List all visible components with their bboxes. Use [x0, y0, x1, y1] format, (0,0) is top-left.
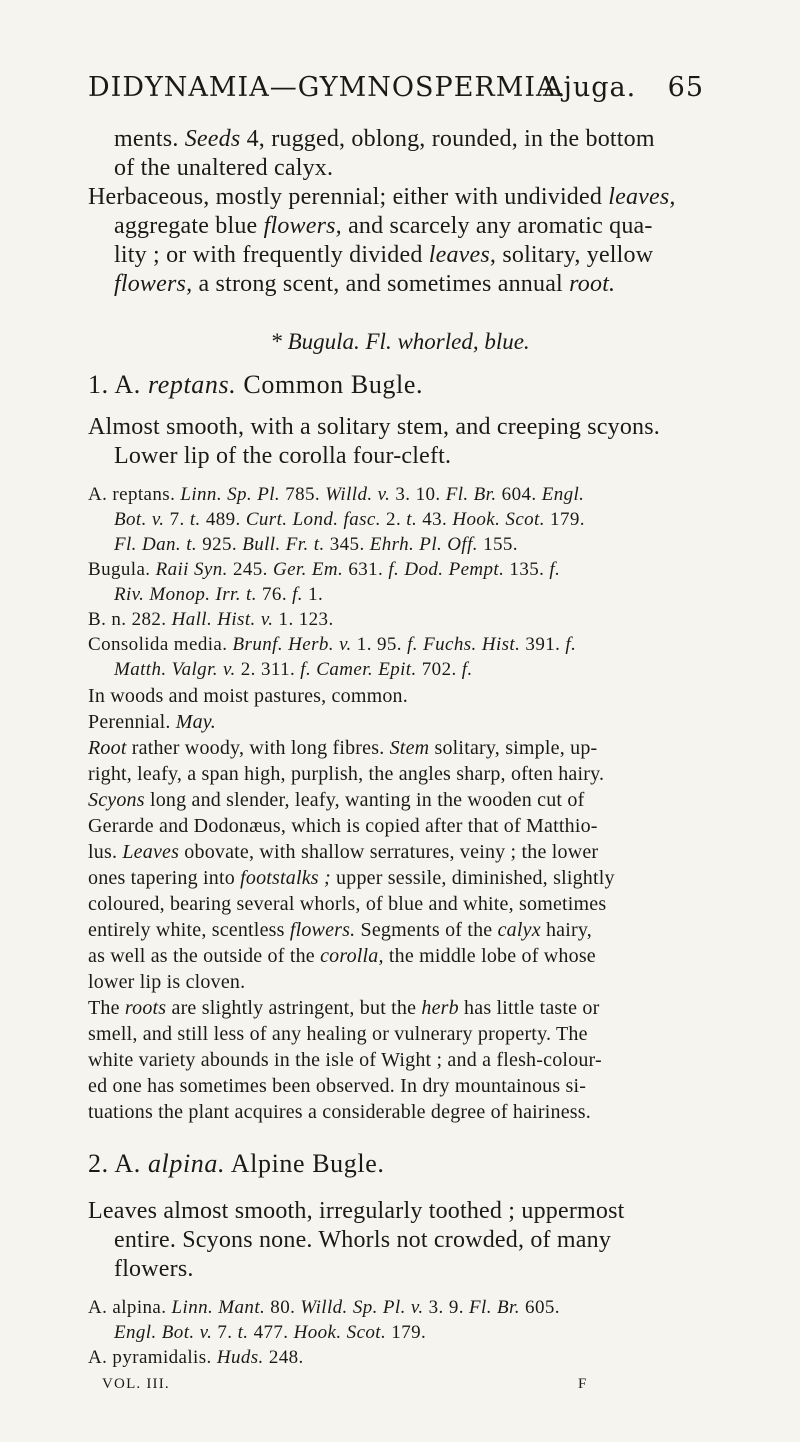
- reference-line: Consolida media. Brunf. Herb. v. 1. 95. f. Fuchs. Hist. 391. f.: [88, 634, 577, 655]
- properties-line: white variety abounds in the isle of Wight ; and a flesh-colour-: [88, 1049, 602, 1071]
- specific-character: Leaves almost smooth, irregularly toothed ; uppermost: [88, 1198, 625, 1224]
- specific-character: flowers.: [114, 1256, 194, 1282]
- description-line: right, leafy, a span high, purplish, the angles sharp, often hairy.: [88, 763, 605, 785]
- specific-character: entire. Scyons none. Whorls not crowded, of many: [114, 1227, 612, 1253]
- description-line: Scyons long and slender, leafy, wanting in the wooden cut of: [88, 789, 585, 811]
- reference-line: A. alpina. Linn. Mant. 80. Willd. Sp. Pl. v. 3. 9. Fl. Br. 605.: [88, 1297, 560, 1318]
- description-line: Root rather woody, with long fibres. Stem solitary, simple, up-: [88, 737, 598, 759]
- species-heading: 1. A. reptans. Common Bugle.: [88, 370, 424, 399]
- habitat-line: In woods and moist pastures, common.: [88, 685, 408, 707]
- reference-line: Matth. Valgr. v. 2. 311. f. Camer. Epit. 702. f.: [114, 659, 473, 680]
- properties-line: The roots are slightly astringent, but the herb has little taste or: [88, 997, 600, 1019]
- text-line: aggregate blue flowers, and scarcely any aromatic qua-: [114, 213, 653, 239]
- signature-mark: F: [578, 1376, 588, 1392]
- running-header: [88, 72, 704, 112]
- header-genus: Ajuga.: [543, 72, 637, 103]
- page-number: 65: [667, 72, 704, 103]
- properties-line: tuations the plant acquires a considerable degree of hairiness.: [88, 1101, 591, 1123]
- reference-line: B. n. 282. Hall. Hist. v. 1. 123.: [88, 609, 334, 630]
- text-line: flowers, a strong scent, and sometimes annual root.: [114, 271, 616, 297]
- reference-line: Engl. Bot. v. 7. t. 477. Hook. Scot. 179.: [114, 1322, 427, 1343]
- text-line: of the unaltered calyx.: [114, 155, 334, 181]
- section-heading: * Bugula. Fl. whorled, blue.: [270, 329, 530, 354]
- reference-line: Riv. Monop. Irr. t. 76. f. 1.: [114, 584, 324, 605]
- description-line: as well as the outside of the corolla, the middle lobe of whose: [88, 945, 596, 967]
- reference-line: A. reptans. Linn. Sp. Pl. 785. Willd. v. 3. 10. Fl. Br. 604. Engl.: [88, 484, 585, 505]
- reference-line: Bot. v. 7. t. 489. Curt. Lond. fasc. 2. t. 43. Hook. Scot. 179.: [114, 509, 585, 530]
- reference-line: Fl. Dan. t. 925. Bull. Fr. t. 345. Ehrh. Pl. Off. 155.: [114, 534, 518, 555]
- description-line: lower lip is cloven.: [88, 971, 246, 993]
- specific-character: Almost smooth, with a solitary stem, and creeping scyons.: [88, 414, 660, 440]
- species-heading: 2. A. alpina. Alpine Bugle.: [88, 1149, 385, 1178]
- header-title: DIDYNAMIA—GYMNOSPERMIA.: [88, 72, 567, 103]
- specific-character: Lower lip of the corolla four-cleft.: [114, 443, 452, 469]
- properties-line: smell, and still less of any healing or vulnerary property. The: [88, 1023, 588, 1045]
- properties-line: ed one has sometimes been observed. In dry mountainous si-: [88, 1075, 587, 1097]
- volume-mark: VOL. III.: [102, 1376, 170, 1392]
- text-line: lity ; or with frequently divided leaves, solitary, yellow: [114, 242, 654, 268]
- description-line: entirely white, scentless flowers. Segments of the calyx hairy,: [88, 919, 592, 941]
- text-line: Herbaceous, mostly perennial; either with undivided leaves,: [88, 184, 676, 210]
- duration-line: Perennial. May.: [88, 711, 216, 733]
- reference-line: A. pyramidalis. Huds. 248.: [88, 1347, 304, 1368]
- description-line: Gerarde and Dodonæus, which is copied after that of Matthio-: [88, 815, 598, 837]
- description-line: ones tapering into footstalks ; upper sessile, diminished, slightly: [88, 867, 615, 889]
- description-line: coloured, bearing several whorls, of blue and white, sometimes: [88, 893, 607, 915]
- description-line: lus. Leaves obovate, with shallow serratures, veiny ; the lower: [88, 841, 599, 863]
- text-line: ments. Seeds 4, rugged, oblong, rounded, in the bottom: [114, 126, 655, 152]
- reference-line: Bugula. Raii Syn. 245. Ger. Em. 631. f. Dod. Pempt. 135. f.: [88, 559, 561, 580]
